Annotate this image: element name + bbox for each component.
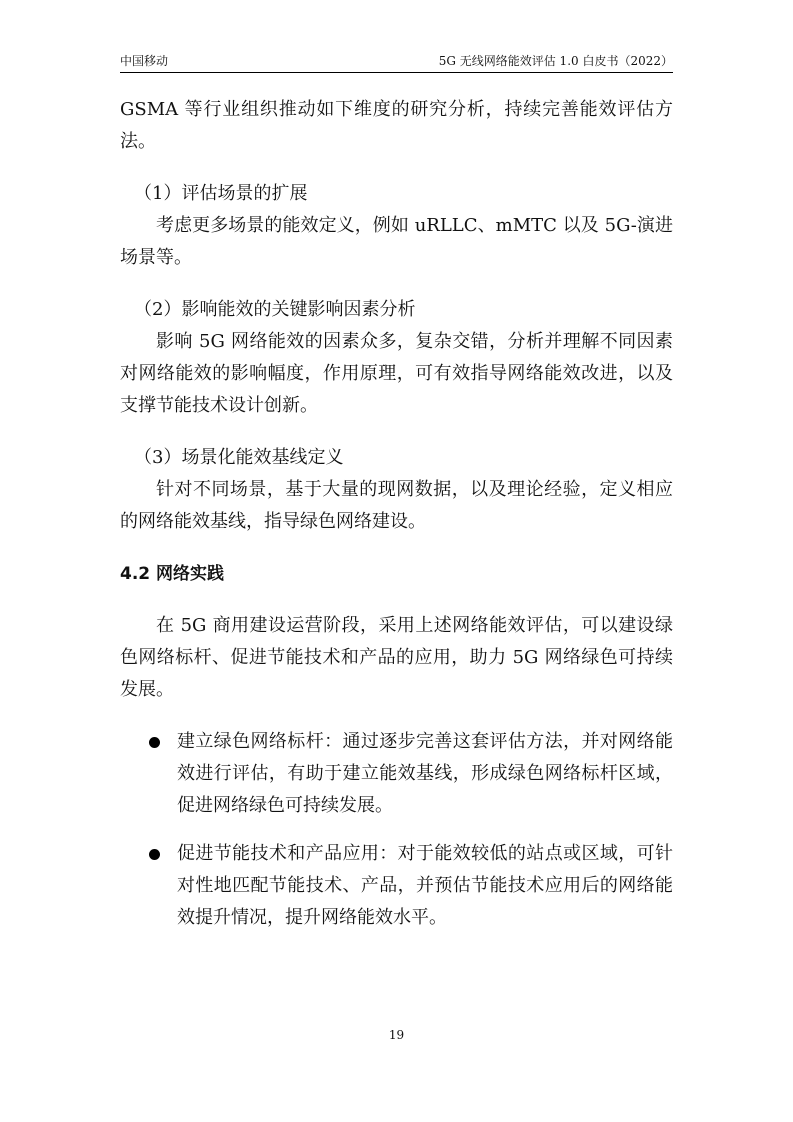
bullet-icon bbox=[149, 737, 160, 748]
item-text-baseline-definition: 针对不同场景，基于大量的现网数据，以及理论经验，定义相应的网络能效基线，指导绿色网络建设。 bbox=[120, 479, 673, 532]
section-paragraph: 在 5G 商用建设运营阶段，采用上述网络能效评估，可以建设绿色网络标杆、促进节能技术和产品的应用，助力 5G 网络绿色可持续发展。 bbox=[120, 615, 673, 700]
bullet-text: 促进节能技术和产品应用：对于能效较低的站点或区域，可针对性地匹配节能技术、产品，并预估节能技术应用后的网络能效提升情况，提升网络能效水平。 bbox=[177, 843, 673, 928]
bullet-icon bbox=[149, 849, 160, 860]
list-item bbox=[120, 838, 673, 934]
bullet-list bbox=[120, 726, 673, 934]
item-text-key-factors: 影响 5G 网络能效的因素众多，复杂交错，分析并理解不同因素对网络能效的影响幅度，作用原理，可有效指导网络能效改进，以及支撑节能技术设计创新。 bbox=[120, 331, 673, 416]
item-heading-scenario-extension: （1）评估场景的扩展 bbox=[134, 183, 308, 204]
page-content bbox=[120, 94, 673, 950]
item-heading-baseline-definition: （3）场景化能效基线定义 bbox=[134, 447, 344, 468]
header-organization: 中国移动 bbox=[120, 54, 169, 68]
header-document-title: 5G 无线网络能效评估 1.0 白皮书（2022） bbox=[438, 54, 673, 68]
intro-continuation-paragraph: GSMA 等行业组织推动如下维度的研究分析，持续完善能效评估方法。 bbox=[120, 99, 673, 152]
item-text-scenario-extension: 考虑更多场景的能效定义，例如 uRLLC、mMTC 以及 5G-演进场景等。 bbox=[120, 215, 673, 268]
list-item bbox=[120, 726, 673, 822]
item-heading-key-factors: （2）影响能效的关键影响因素分析 bbox=[134, 299, 416, 320]
page-header bbox=[120, 52, 673, 73]
page-number: 19 bbox=[388, 1028, 405, 1042]
bullet-text: 建立绿色网络标杆：通过逐步完善这套评估方法，并对网络能效进行评估，有助于建立能效基线，形成绿色网络标杆区域，促进网络绿色可持续发展。 bbox=[177, 731, 673, 816]
section-title-network-practice: 4.2 网络实践 bbox=[120, 564, 225, 584]
